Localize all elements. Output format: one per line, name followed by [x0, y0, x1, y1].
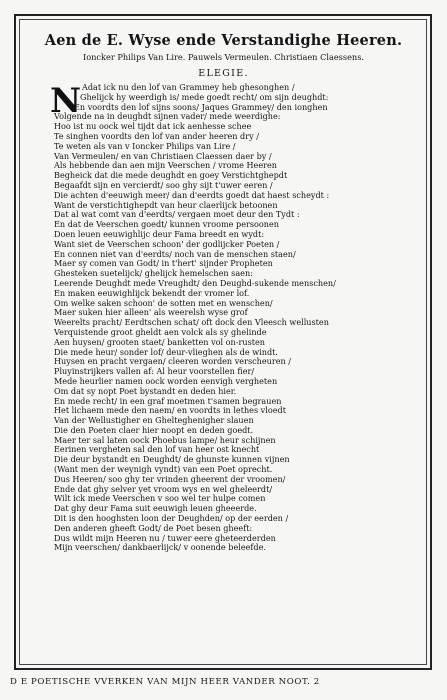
poem-line: Ghelijck hy weerdigh is/ mede goedt recht/ om sijn deughdt:: [80, 92, 329, 102]
poem-line: Om dat sy nopt Poet bystandt en deden hier.: [54, 386, 237, 396]
poem-line: Eerinen vergheten sal den lof van heer ost knecht: [54, 445, 260, 455]
poem-line: Maer suken hier alleen' als weerelsh wyse grof: [54, 308, 248, 318]
poem-line: Begheick dat die mede deughdt en goey Verstichtghepdt: [54, 171, 288, 181]
poem-line: Ende dat ghy selver yet vroom wys en wel gheleerdt/: [54, 484, 273, 494]
poem-line: En dat de Veerschen goedt/ kunnen vroome persoonen: [54, 220, 279, 230]
poem-line: Dus Heeren/ soo ghy ter vrinden gheerent der vroomen/: [54, 474, 286, 484]
poem-line: Aen huysen/ grooten staet/ banketten vol on-rusten: [54, 337, 265, 347]
poem-line: Want de verstichtighepdt van heur claerlijck betoonen: [54, 200, 278, 210]
poem-line: En voordts den lof sijns soons/ Jaques Grammey/ den ionghen: [74, 102, 328, 112]
poem-line: (Want men der weynigh vyndt) van een Poet oprecht.: [54, 465, 273, 475]
poem-line: En connen niet van d'eerdts/ noch van de menschen staen/: [54, 249, 296, 259]
poem-line: Van der Wellustigher en Ghelteghenigher slauen: [54, 416, 254, 426]
poem-line: Mijn veerschen/ dankbaerlijck/ v oonende beleefde.: [54, 543, 266, 553]
poem-line: Dus wildt mijn Heeren nu / tuwer eere gheteerderden: [54, 533, 276, 543]
poem-line: Begaafdt sijn en vercierdt/ soo ghy sijt t'uwer eeren /: [54, 180, 273, 190]
poem-line: Dit is den hooghsten loon der Deughden/ op der eerden /: [54, 514, 289, 524]
poem-line: Maer ter sal laten oock Phoebus lampe/ heur schijnen: [54, 435, 276, 445]
poem-line: Te singhen voordts den lof van ander heeren dry /: [54, 131, 259, 141]
poem-line: En mede recht/ in een graf moetmen t'samen begrauen: [54, 396, 282, 406]
poem-line: Die deur bystandt en Deughdt/ de ghunste kunnen vijnen: [54, 455, 290, 465]
poem-line: Huysen en pracht vergaen/ cleeren worden verscheuren /: [54, 357, 292, 367]
poem-line: En maken eeuwighlijck bekendt der vromer lof.: [54, 288, 250, 298]
poem-line: Leerende Deughdt mede Vreughdt/ den Deughd-sukende menschen/: [54, 278, 336, 288]
poem-line: Die den Poeten claer hier noopt en deden goedt.: [54, 425, 254, 435]
drop-cap: N: [50, 81, 82, 121]
poem-line: Dat ghy deur Fama suit eeuwigh leuen gheeerde.: [54, 504, 257, 514]
poem-line: Pluyinstrijkers vallen af: Al heur voorstellen fier/: [54, 367, 255, 377]
poem-line: Doen leuen eeuwighlijc deur Fama breedt en wydt:: [54, 229, 265, 239]
poem-line: Den anderen gheeft Godt/ de Poet besen gheeft:: [54, 523, 253, 533]
poem-heading: ELEGIE.: [198, 68, 249, 79]
poem-line: Die mede heur/ sonder lof/ deur-vlieghen als de windt.: [54, 347, 278, 357]
poem-line: Dat al wat comt van d'eerdts/ vergaen moet deur den Tydt :: [54, 210, 300, 220]
poem-line: Het lichaem mede den naem/ en voordts in lethes vloedt: [54, 406, 286, 416]
poem-line: Want siet de Veerschen schoon' der godlijcker Poeten /: [54, 239, 280, 249]
poem-line: Verquistende groot gheldt aen volck als sy ghelinde: [54, 327, 267, 337]
poem-body: [54, 83, 398, 553]
dedicatees: Ioncker Philips Van Lire. Pauwels Vermeulen. Christiaen Claessens.: [83, 52, 364, 62]
poem-line: Om welke saken schoon' de sotten met en wenschen/: [54, 298, 273, 308]
poem-line: Te weten als van v Ioncker Philips van Lire /: [54, 141, 236, 151]
running-footer: D E POETISCHE VVERKEN VAN MIJN HEER VANDER NOOT. 2: [10, 677, 320, 687]
poem-line: Mede heurlier namen oock worden eenvigh vergheten: [54, 376, 278, 386]
poem-line: Adat ick nu den lof van Grammey heb ghesonghen /: [82, 83, 295, 92]
poem-line: Die achten d'eeuwigh meer/ dan d'eerdts goedt dat haest scheydt :: [54, 190, 330, 200]
poem-line: Wilt ick mede Veerschen v soo wel ter hulpe comen: [54, 494, 266, 504]
poem-line: Ghesteken suetelijck/ ghelijck hemelschen saen:: [54, 269, 253, 279]
poem-line: Maer sy comen van Godt/ in t'hert' sijnder Propheten: [54, 259, 273, 269]
poem-line: Hoo ist nu oock wel tijdt dat ick aenhesse schee: [54, 122, 252, 132]
poem-line: Weerelts pracht/ Eerdtschen schat/ oft dock den Vleesch wellusten: [54, 318, 329, 328]
poem-line: Als hebbende dan aen mijn Veerschen / vrome Heeren: [54, 161, 278, 171]
page-title: Aen de E. Wyse ende Verstandighe Heeren.: [44, 32, 403, 49]
poem-line: Volgende na in deughdt sijnen vader/ mede weerdighe:: [54, 112, 281, 122]
poem-line: Van Vermeulen/ en van Christiaen Claessen daer by /: [54, 151, 272, 161]
